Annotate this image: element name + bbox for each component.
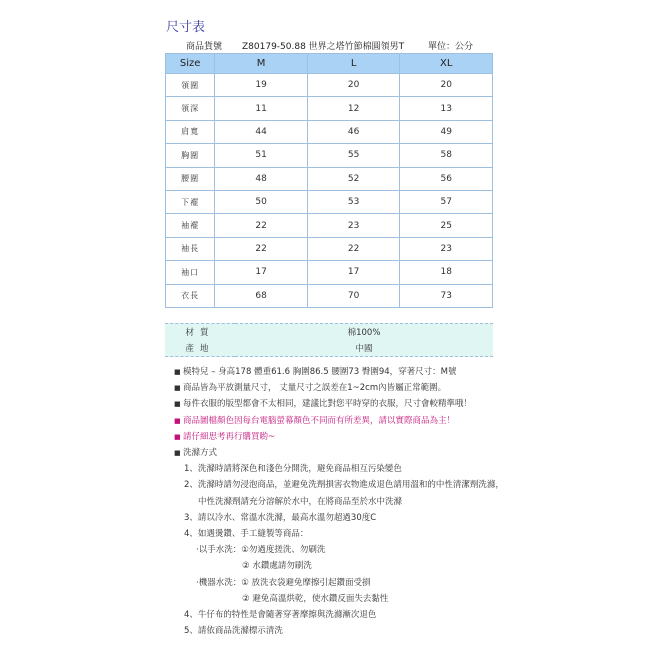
product-code-label: 商品貨號 [186, 42, 223, 52]
table-row [166, 237, 493, 260]
cell-m: 11 [215, 97, 308, 120]
note-text: 商品皆為平放測量尺寸， 丈量尺寸之誤差在1~2cm內皆屬正常範圍。 [183, 383, 447, 394]
square-bullet-icon: ■ [174, 416, 181, 425]
cell-l: 70 [307, 284, 400, 307]
cell-m: 48 [215, 167, 308, 190]
cell-xl: 20 [400, 74, 493, 97]
wash-line: ② 水鑽處請勿刷洗 [242, 561, 312, 572]
row-label: 袖口 [166, 261, 215, 284]
cell-l: 55 [307, 144, 400, 167]
table-row [166, 167, 493, 190]
origin-row [165, 340, 493, 357]
table-row [166, 284, 493, 307]
material-value: 棉100% [347, 328, 381, 338]
cell-l: 22 [307, 237, 400, 260]
table-row [166, 144, 493, 167]
table-row [166, 74, 493, 97]
note-measure [174, 380, 472, 396]
wash-line: 4、如遇燙鑽、手工縫製等商品： [184, 529, 309, 540]
table-row [166, 97, 493, 120]
cell-m: 19 [215, 74, 308, 97]
table-row [166, 190, 493, 213]
note-think [174, 429, 472, 445]
note-text: 請仔細思考再行購買喲~ [183, 431, 276, 442]
square-bullet-icon: ■ [174, 449, 181, 457]
header-m: M [215, 54, 308, 74]
origin-value: 中國 [355, 344, 373, 354]
cell-m: 50 [215, 190, 308, 213]
table-row [166, 120, 493, 143]
cell-xl: 49 [400, 120, 493, 143]
header-xl: XL [400, 54, 493, 74]
row-label: 領圍 [166, 74, 215, 97]
square-bullet-icon: ■ [174, 384, 181, 393]
cell-l: 12 [307, 97, 400, 120]
product-info [166, 39, 492, 53]
row-label: 袖長 [166, 237, 215, 260]
cell-xl: 58 [400, 144, 493, 167]
wash-line: 4、牛仔布的特性是會隨著穿著摩擦與洗滌漸次退色 [184, 610, 377, 621]
cell-m: 22 [215, 214, 308, 237]
wash-line: ‧以手水洗：①勿過度搓洗、勿刷洗 [196, 545, 326, 556]
washing-instructions [174, 445, 504, 639]
table-row [166, 214, 493, 237]
cell-l: 52 [307, 167, 400, 190]
cell-m: 51 [215, 144, 308, 167]
origin-label: 產地 [185, 344, 215, 354]
square-bullet-icon: ■ [174, 400, 181, 409]
wash-line: 3、請以冷水、常溫水洗滌，最高水溫勿超過30度C [184, 512, 377, 523]
note-model [174, 364, 472, 380]
cell-xl: 23 [400, 237, 493, 260]
size-table [165, 53, 493, 308]
cell-xl: 25 [400, 214, 493, 237]
cell-m: 22 [215, 237, 308, 260]
row-label: 袖襬 [166, 214, 215, 237]
note-fit [174, 396, 472, 412]
cell-xl: 13 [400, 97, 493, 120]
square-bullet-icon: ■ [174, 368, 181, 376]
product-code: Z80179-50.88 世界之塔竹節棉圓領男T [242, 42, 405, 52]
cell-l: 20 [307, 74, 400, 97]
cell-l: 46 [307, 120, 400, 143]
square-bullet-icon: ■ [174, 432, 181, 441]
cell-m: 44 [215, 120, 308, 143]
header-size: Size [166, 54, 215, 74]
wash-line: 2、洗滌時請勿浸泡商品，並避免洗劑損害衣物進成退色請用溫和的中性清潔劑洗滌， [184, 480, 504, 491]
notes-list [174, 364, 472, 445]
material-row [165, 324, 493, 341]
row-label: 領深 [166, 97, 215, 120]
row-label: 衣長 [166, 284, 215, 307]
header-l: L [307, 54, 400, 74]
cell-xl: 18 [400, 261, 493, 284]
cell-xl: 73 [400, 284, 493, 307]
cell-m: 68 [215, 284, 308, 307]
row-label: 下襬 [166, 190, 215, 213]
table-row [166, 261, 493, 284]
wash-line: ② 避免高溫烘乾，使水鑽反面失去黏性 [242, 593, 389, 604]
wash-line: 中性洗滌劑請充分溶解於水中，在將商品至於水中洗滌 [198, 496, 403, 507]
note-color [174, 413, 472, 429]
cell-l: 17 [307, 261, 400, 284]
cell-xl: 57 [400, 190, 493, 213]
wash-line: 1、洗滌時請將深色和淺色分開洗，避免商品相互污染變色 [184, 464, 402, 475]
note-text: 模特兒 – 身高178 體重61.6 胸圍86.5 腰圍73 臀圍94，穿著尺寸：M號 [183, 367, 457, 377]
cell-l: 53 [307, 190, 400, 213]
material-table [165, 323, 493, 357]
row-label: 腰圍 [166, 167, 215, 190]
note-text: 商品圖檔顏色因每台電腦螢幕顏色不同而有所差異，請以實際商品為主！ [183, 415, 456, 426]
wash-line: ‧機器水洗：① 放洗衣袋避免摩擦引起鑽面受損 [196, 577, 371, 588]
cell-xl: 56 [400, 167, 493, 190]
wash-line: 5、請依商品洗滌標示清洗 [184, 626, 283, 637]
size-table-header [166, 54, 493, 74]
material-label: 材質 [185, 328, 215, 338]
note-text: 每件衣服的版型都會不太相同，建議比對您平時穿的衣服，尺寸會較精準哦！ [183, 399, 473, 410]
row-label: 胸圍 [166, 144, 215, 167]
page-title: 尺寸表 [166, 20, 206, 35]
row-label: 肩寬 [166, 120, 215, 143]
unit-label: 單位：公分 [428, 42, 474, 52]
washing-title: ■ 洗滌方式 [174, 445, 504, 461]
cell-l: 23 [307, 214, 400, 237]
cell-m: 17 [215, 261, 308, 284]
